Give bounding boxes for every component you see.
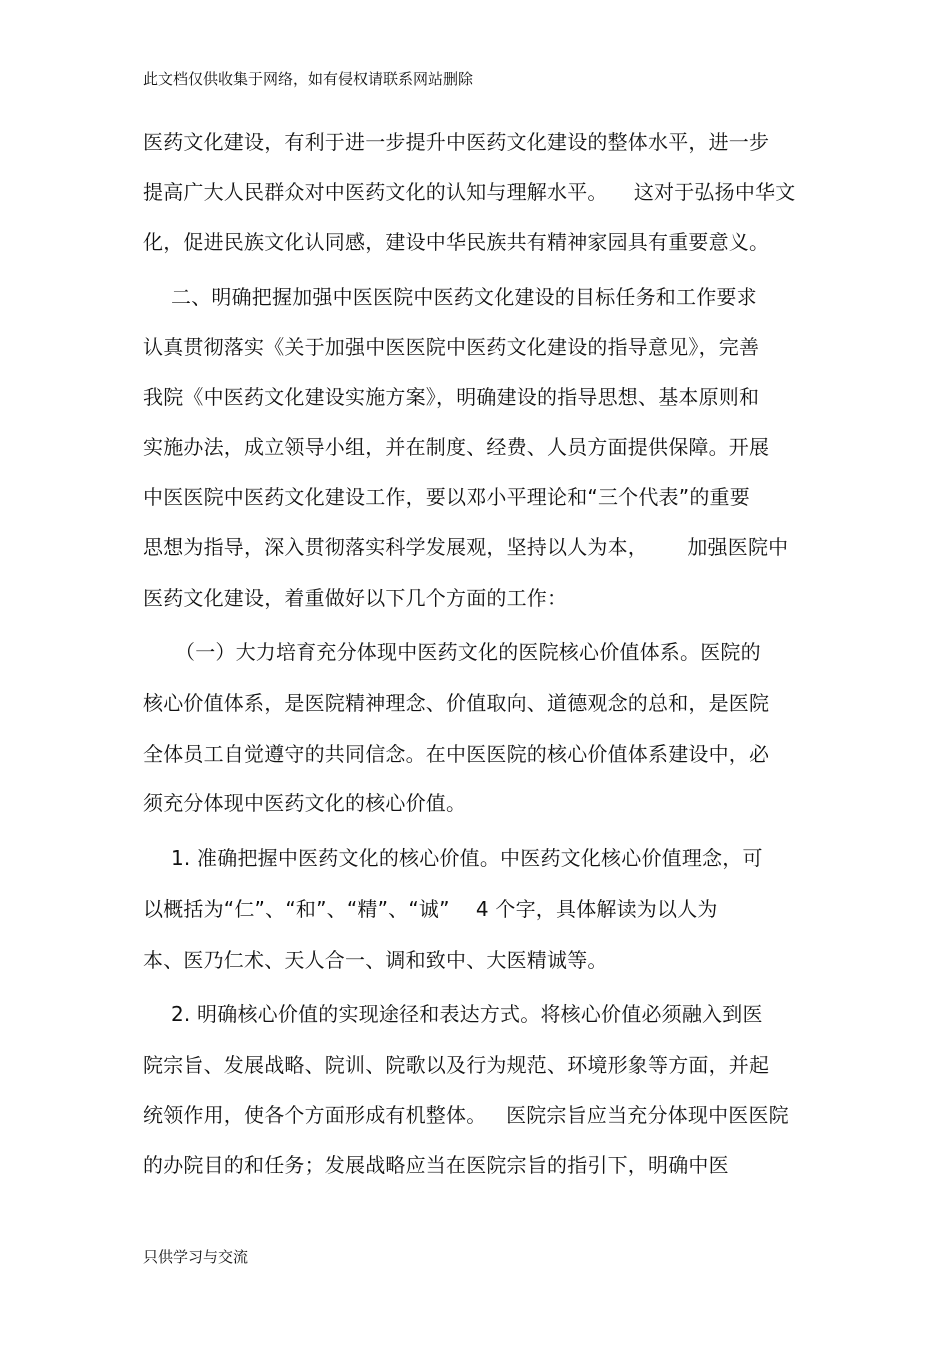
text-line: 院宗旨、发展战略、院训、院歌以及行为规范、环境形象等方面，并起 (143, 1053, 770, 1077)
text-line: 中医医院中医药文化建设工作，要以邓小平理论和“三个代表”的重要 (143, 485, 750, 509)
text-line: 医药文化建设，着重做好以下几个方面的工作： (143, 586, 568, 610)
text-line: 认真贯彻落实《关于加强中医医院中医药文化建设的指导意见》，完善 (143, 335, 760, 359)
text-line: （一）大力培育充分体现中医药文化的医院核心价值体系。医院的 (175, 640, 761, 664)
text-line: 我院《中医药文化建设实施方案》，明确建设的指导思想、基本原则和 (143, 385, 760, 409)
page-header: 此文档仅供收集于网络，如有侵权请联系网站删除 (143, 70, 474, 88)
text-line: 统领作用，使各个方面形成有机整体。 医院宗旨应当充分体现中医医院 (143, 1103, 789, 1127)
text-line: 须充分体现中医药文化的核心价值。 (143, 791, 467, 815)
text-line: 实施办法，成立领导小组，并在制度、经费、人员方面提供保障。开展 (143, 435, 770, 459)
text-line: 提高广大人民群众对中医药文化的认知与理解水平。 这对于弘扬中华文 (143, 180, 796, 204)
text-line: 以概括为“仁”、“和”、“精”、“诚” 4 个字，具体解读为以人为 (143, 897, 718, 921)
text-line: 医药文化建设，有利于进一步提升中医药文化建设的整体水平，进一步 (143, 130, 770, 154)
text-line: 思想为指导，深入贯彻落实科学发展观，坚持以人为本， 加强医院中 (143, 535, 789, 559)
text-line: 二、明确把握加强中医医院中医药文化建设的目标任务和工作要求 (171, 285, 757, 309)
text-line: 全体员工自觉遵守的共同信念。在中医医院的核心价值体系建设中，必 (143, 742, 770, 766)
text-line: 核心价值体系，是医院精神理念、价值取向、道德观念的总和，是医院 (143, 691, 770, 715)
page-footer: 只供学习与交流 (143, 1248, 249, 1266)
text-line: 1. 准确把握中医药文化的核心价值。中医药文化核心价值理念，可 (171, 846, 763, 870)
text-line: 的办院目的和任务；发展战略应当在医院宗旨的指引下，明确中医 (143, 1153, 729, 1177)
text-line: 本、医乃仁术、天人合一、调和致中、大医精诚等。 (143, 948, 608, 972)
text-line: 2. 明确核心价值的实现途径和表达方式。将核心价值必须融入到医 (171, 1002, 763, 1026)
text-line: 化，促进民族文化认同感，建设中华民族共有精神家园具有重要意义。 (143, 230, 770, 254)
